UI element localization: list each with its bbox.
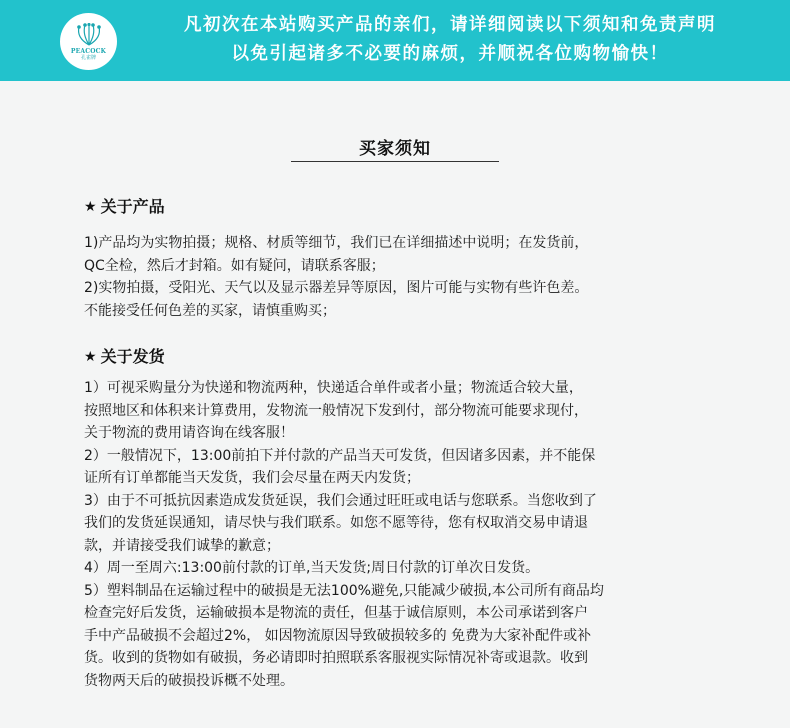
paragraph-line: 5）塑料制品在运输过程中的破损是无法100%避免,只能减少破损,本公司所有商品均 <box>84 582 604 599</box>
paragraph-line: 证所有订单都能当天发货，我们会尽量在两天内发货； <box>84 470 420 486</box>
logo-name: PEACOCK <box>70 47 107 55</box>
section-shipping <box>84 345 744 692</box>
paragraph-line: 1）可视采购量分为快递和物流两种，快递适合单件或者小量；物流适合较大量， <box>84 380 583 396</box>
header-banner <box>0 0 790 81</box>
paragraph-line: 按照地区和体积来计算费用，发物流一般情况下发到付，部分物流可能要求现付， <box>84 402 588 419</box>
paragraph-line: QC全检，然后才封箱。如有疑问，请联系客服； <box>84 257 385 274</box>
banner-line: 凡初次在本站购买产品的亲们，请详细阅读以下须知和免责声明 <box>184 15 716 35</box>
paragraph-line: 检查完好后发货，运输破损本是物流的责任，但基于诚信原则，本公司承诺到客户 <box>84 605 588 621</box>
paragraph-line: 我们的发货延误通知，请尽快与我们联系。如您不愿等待，您有权取消交易申请退 <box>84 515 588 531</box>
section-heading-text: 关于发货 <box>100 347 165 366</box>
title-divider <box>291 161 499 162</box>
paragraph-line: 款，并请接受我们诚挚的歉意； <box>84 537 280 554</box>
paragraph-line: 2)实物拍摄，受阳光、天气以及显示器差异等原因，图片可能与实物有些许色差。 <box>84 280 589 296</box>
section-heading <box>84 195 744 219</box>
peacock-logo-icon <box>60 13 117 70</box>
logo-subtitle: 孔雀牌 <box>80 54 96 61</box>
banner-line: 以免引起诸多不必要的麻烦，并顺祝各位购物愉快！ <box>231 44 669 64</box>
star-icon: ★ <box>84 199 97 215</box>
section-products <box>84 195 744 322</box>
paragraph-line: 2）一般情况下，13:00前拍下并付款的产品当天可发货，但因诸多因素，并不能保 <box>84 447 596 464</box>
paragraph-line: 3）由于不可抵抗因素造成发货延误，我们会通过旺旺或电话与您联系。当您收到了 <box>84 492 597 509</box>
page-title: 买家须知 <box>359 139 431 159</box>
paragraph-line: 手中产品破损不会超过2%， 如因物流原因导致破损较多的 免费为大家补配件或补 <box>84 627 592 644</box>
paragraph-line: 货物两天后的破损投诉概不处理。 <box>84 672 294 689</box>
section-heading <box>84 345 744 369</box>
star-icon: ★ <box>84 349 97 365</box>
paragraph-line: 关于物流的费用请咨询在线客服！ <box>84 425 294 441</box>
paragraph-line: 不能接受任何色差的买家，请慎重购买； <box>84 302 336 319</box>
paragraph-line: 货。收到的货物如有破损，务必请即时拍照联系客服视实际情况补寄或退款。收到 <box>84 650 588 666</box>
paragraph-line: 1)产品均为实物拍摄；规格、材质等细节，我们已在详细描述中说明；在发货前， <box>84 235 589 251</box>
banner-notice <box>130 11 770 69</box>
section-heading-text: 关于产品 <box>100 197 165 216</box>
paragraph-line: 4）周一至周六:13:00前付款的订单,当天发货;周日付款的订单次日发货。 <box>84 560 540 576</box>
